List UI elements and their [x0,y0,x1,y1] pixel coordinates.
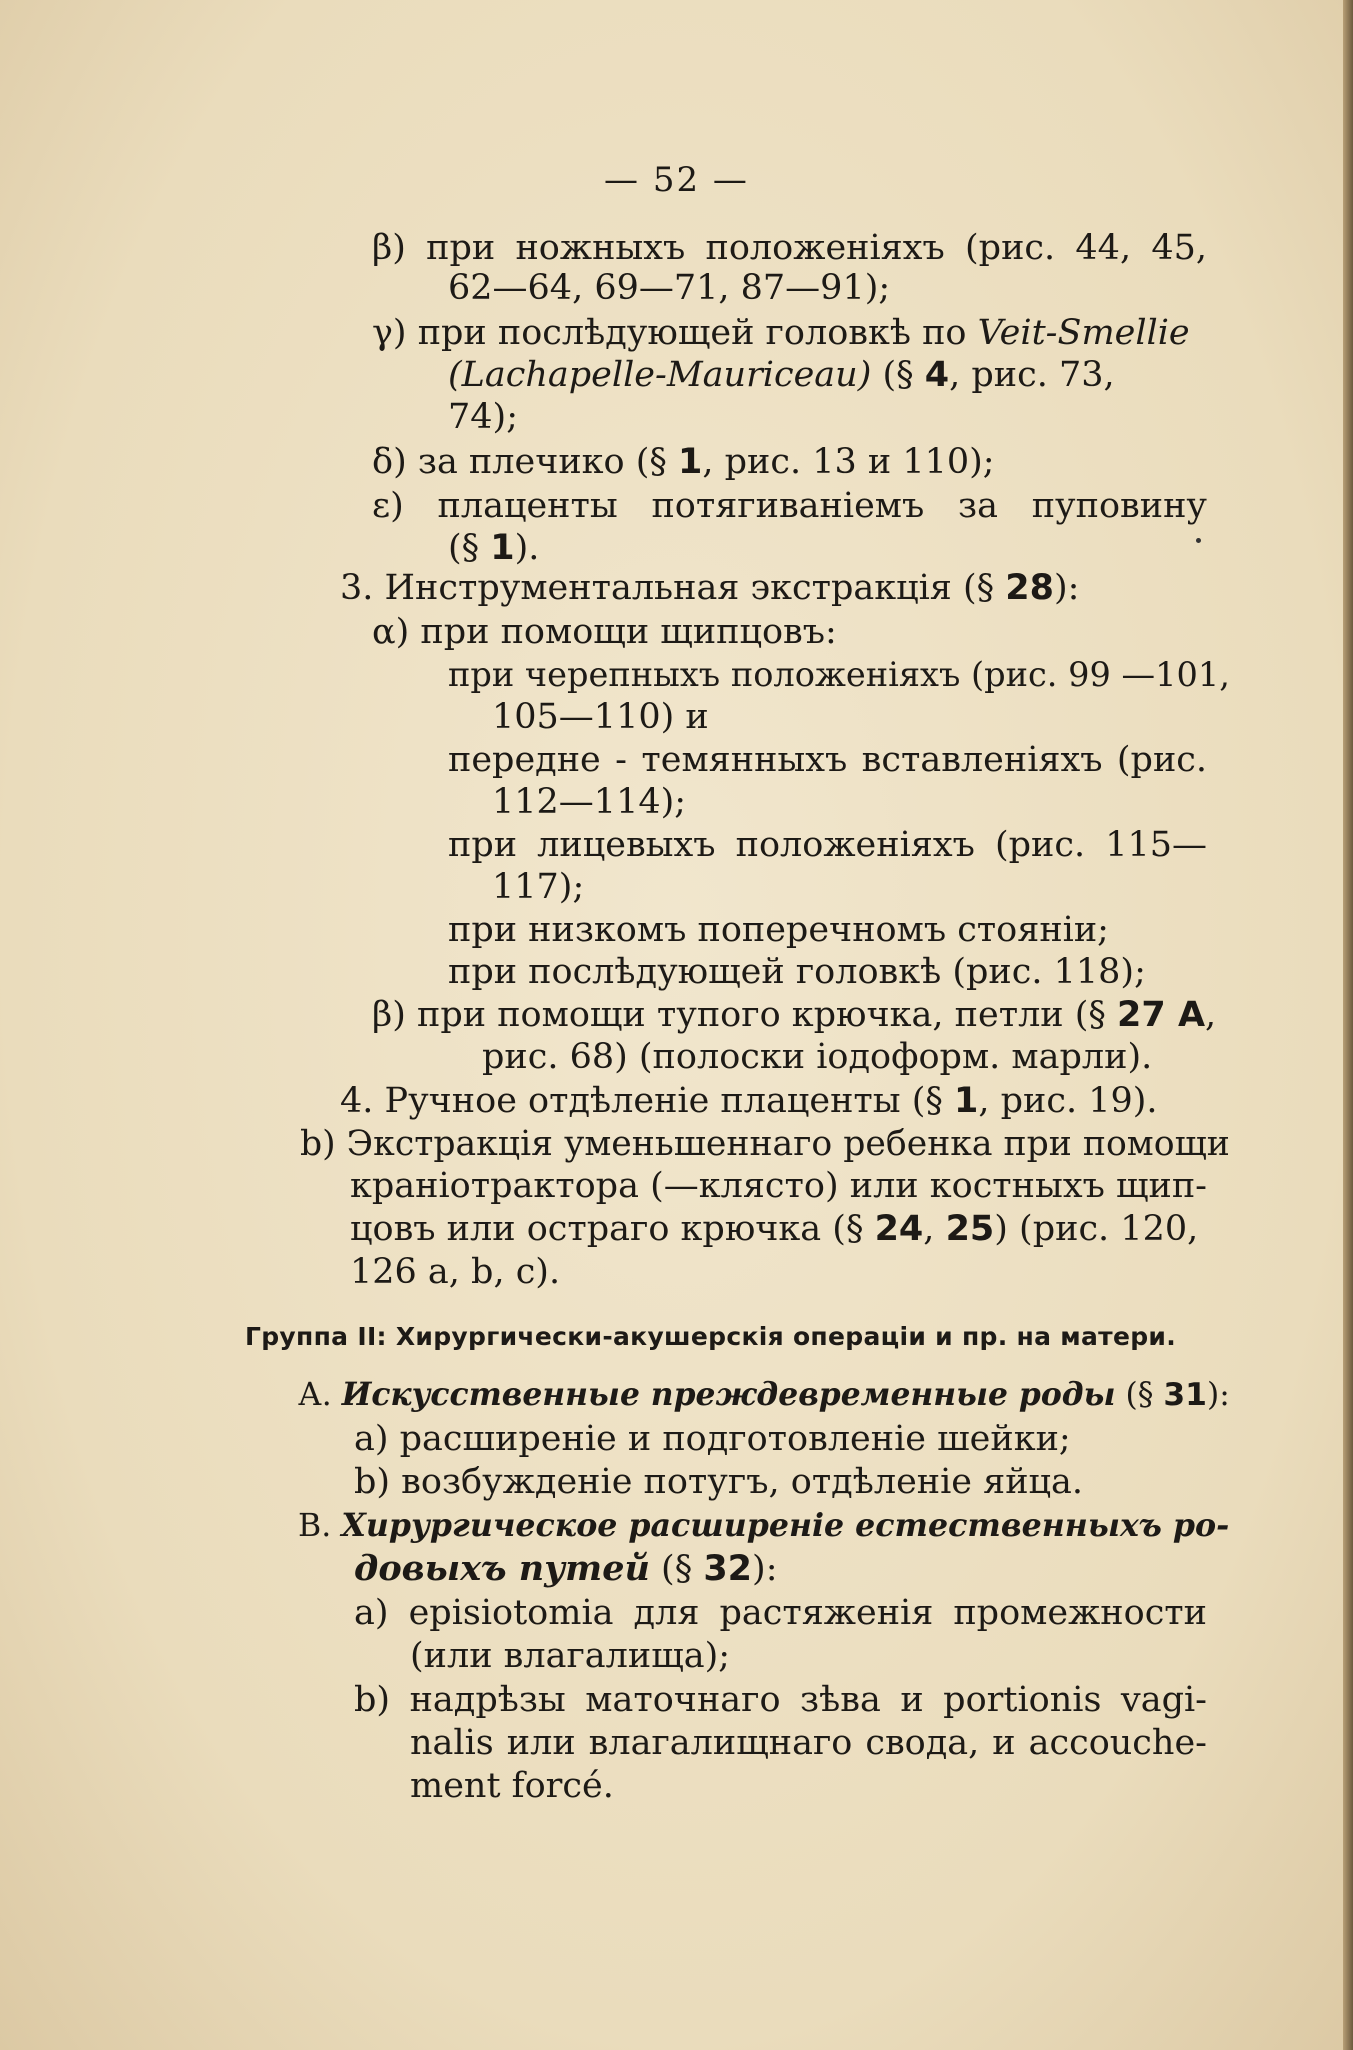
author-name: Veit-Smellie [977,313,1190,353]
text-span: 3. Инструментальная экстракція (§ [340,568,1006,608]
text-line: ε) плаценты потягиваніемъ за пуповину [372,486,1207,526]
group-heading: Группа II: Хирургически-акушерскія операціи и пр. на матери. [245,1322,1177,1351]
text-line: ment forcé. [410,1766,614,1806]
text-line: 112—114); [492,782,687,822]
text-span: ): [752,1549,778,1589]
text-line [354,1549,778,1589]
text-line [340,1081,1158,1121]
section-ref: 24 [874,1209,924,1249]
text-span: 4. Ручное отдѣленіе плаценты (§ [340,1081,955,1121]
text-line [448,355,1115,395]
text-span: цовъ или остраго крючка (§ [350,1209,875,1249]
text-line: b) возбужденіе потугъ, отдѣленіе яйца. [354,1462,1084,1502]
text-line: при низкомъ поперечномъ стояніи; [448,910,1109,950]
section-title: Хирургическое расширеніе естественныхъ ро- [341,1507,1230,1544]
ink-speck [1196,538,1201,543]
text-span: А. [298,1377,342,1413]
text-line: β) при ножныхъ положеніяхъ (рис. 44, 45, [372,228,1207,268]
section-ref: 4 [924,355,950,395]
text-line: а) episiotomia для растяженія промежности [354,1593,1207,1633]
text-span: В. [298,1508,342,1544]
text-span: (§ [448,528,491,568]
text-span: , [923,1209,946,1249]
text-line: α) при помощи щипцовъ: [372,612,837,652]
section-title: довыхъ путей [354,1548,650,1589]
text-span: , рис. 73, [949,355,1115,395]
text-span: ): [1207,1377,1230,1413]
text-span: β) при помощи тупого крючка, петли (§ [372,995,1118,1035]
text-span: ). [514,528,540,568]
text-line: рис. 68) (полоски іодоформ. марли). [482,1037,1153,1077]
text-line: b) надрѣзы маточнаго зѣва и portionis vagi- [354,1680,1207,1720]
text-span: ): [1054,568,1080,608]
section-ref: 27 А [1117,995,1206,1035]
text-line: при лицевыхъ положеніяхъ (рис. 115— [448,825,1207,865]
text-span: , [1205,995,1217,1035]
text-span: γ) при послѣдующей головкѣ по [372,313,978,353]
section-ref: 32 [703,1549,753,1589]
page-edge-shadow [1343,0,1353,2050]
text-line [350,1209,1198,1249]
text-line: 105—110) и [492,697,709,737]
text-span: (§ [871,355,925,395]
section-ref: 28 [1005,568,1055,608]
text-line [340,568,1079,608]
text-span: , рис. 13 и 110); [702,442,995,482]
text-span: , рис. 19). [978,1081,1158,1121]
text-line [372,442,995,482]
text-line: при черепныхъ положеніяхъ (рис. 99 —101, [448,655,1230,694]
text-line [298,1375,1230,1415]
text-line: 74); [448,397,518,437]
text-line: при послѣдующей головкѣ (рис. 118); [448,952,1146,992]
text-line: передне - темянныхъ вставленіяхъ (рис. [448,740,1207,780]
text-span: (§ [649,1549,704,1589]
section-ref: 1 [490,528,515,568]
section-ref: 31 [1163,1377,1207,1413]
text-line: (или влагалища); [410,1636,731,1676]
text-line: а) расширеніе и подготовленіе шейки; [354,1419,1071,1459]
author-name: (Lachapelle-Mauriceau) [448,355,872,395]
text-line: b) Экстракція уменьшеннаго ребенка при помощи [300,1124,1230,1164]
text-line [372,313,1190,353]
section-title: Искусственные преждевременные роды [341,1377,1116,1413]
text-span: δ) за плечико (§ [372,442,679,482]
text-line: 62—64, 69—71, 87—91); [448,268,891,308]
text-line: nalis или влагалищнаго свода, и accouche- [410,1723,1207,1763]
section-ref: 25 [945,1209,995,1249]
page-number: — 52 — [604,160,749,200]
text-span: (§ [1115,1377,1164,1413]
text-line: краніотрактора (—клясто) или костныхъ щип- [350,1166,1208,1206]
text-line: 117); [492,867,585,907]
text-span: ) (рис. 120, [994,1209,1199,1249]
text-line [372,995,1216,1035]
text-line [298,1506,1230,1546]
text-line [448,528,539,568]
text-line: 126 а, b, с). [350,1252,561,1292]
section-ref: 1 [954,1081,979,1121]
section-ref: 1 [678,442,703,482]
